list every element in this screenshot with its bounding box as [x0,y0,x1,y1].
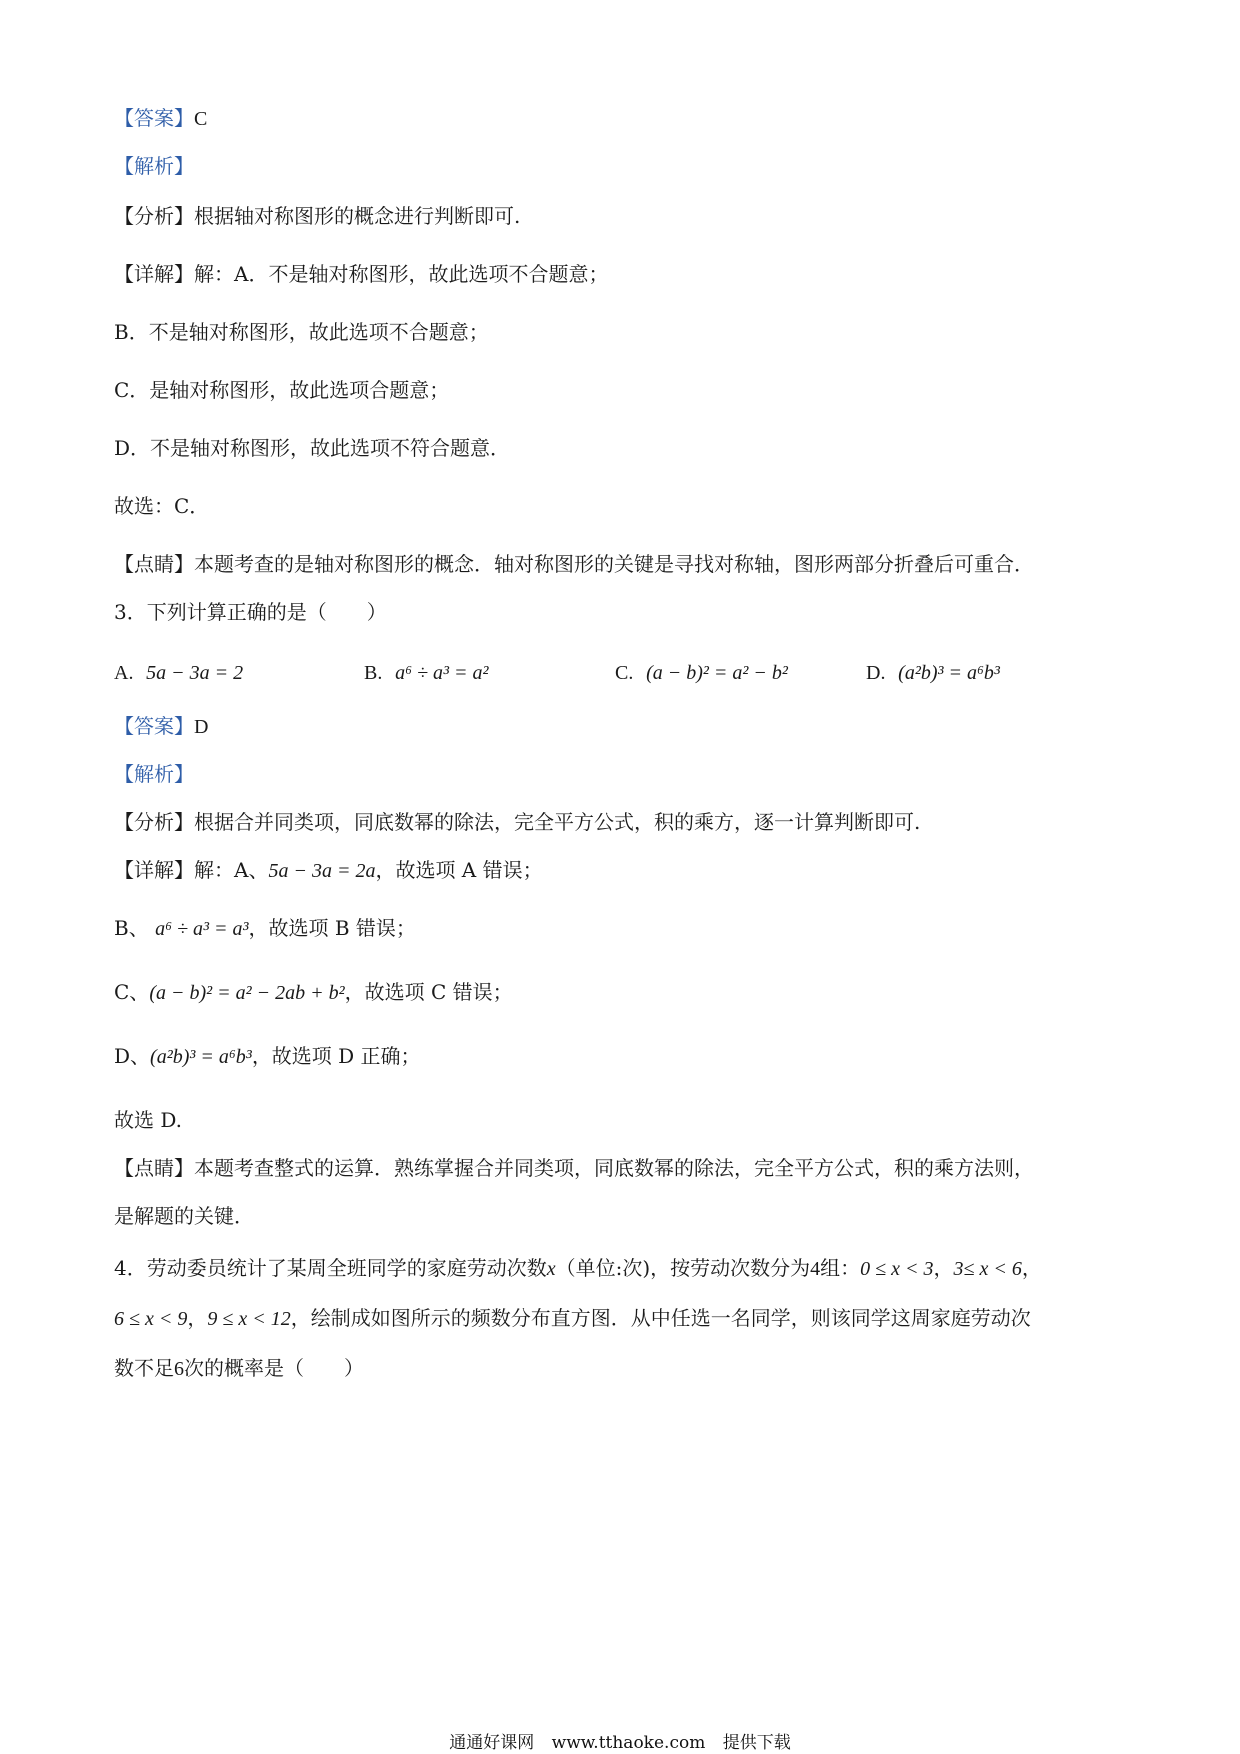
xiangjie-text: 解：A．不是轴对称图形，故此选项不合题意； [194,262,609,286]
b-prefix: B、 [114,916,149,940]
q2-dianjing-line [114,550,1034,578]
q4-sep-2: ， [1021,1256,1042,1280]
c-prefix: C、 [114,980,150,1004]
fenxi-text: 根据轴对称图形的概念进行判断即可. [194,204,521,228]
answer-tag: 【答案】 [114,106,194,130]
q2-choose: 故选：C． [114,494,210,518]
q3-analysis-heading [114,760,194,788]
q3-option-d [866,658,1000,687]
q3-option-a [114,658,243,687]
q3-fenxi-line [114,808,920,836]
q4-text-a: 4．劳动委员统计了某周全班同学的家庭劳动次数 [114,1256,547,1280]
q4-line-2 [114,1304,1031,1333]
option-expr: (a²b)³ = a⁶b³ [898,662,1000,684]
q2-fenxi-line [114,202,520,230]
option-label: D. [866,662,886,684]
option-expr: a⁶ ÷ a³ = a² [395,662,489,684]
d-prefix: D、 [114,1044,151,1068]
q3-dianjing-line-2: 是解题的关键． [114,1204,254,1228]
q4-line-3 [114,1354,364,1383]
option-label: B. [364,662,383,684]
q3-choose: 故选 D. [114,1108,183,1132]
q3-option-c [615,658,788,687]
option-expr: 5a − 3a = 2 [146,662,244,684]
q4-text-3b: 次的概率是（ ） [184,1356,364,1380]
q3-line-c [114,978,513,1007]
q2-line-b: B．不是轴对称图形，故此选项不合题意； [114,320,489,344]
analysis-tag: 【解析】 [114,762,194,786]
q3-question: 3．下列计算正确的是（ ） [114,600,387,624]
q4-range-4: 9 ≤ x < 12 [207,1308,291,1330]
xiangjie-tag: 【详解】 [114,262,194,286]
q4-line-1 [114,1254,1042,1283]
q4-text-b: （单位:次)，按劳动次数分为 [555,1256,811,1280]
d-expr: (a²b)³ = a⁶b³ [150,1046,252,1068]
footer-site-name: 通通好课网 [449,1733,535,1753]
q4-threshold: 6 [174,1358,184,1380]
answer-value: C [194,108,208,130]
analysis-tag: 【解析】 [114,154,194,178]
fenxi-text: 根据合并同类项，同底数幂的除法，完全平方公式，积的乘方，逐一计算判断即可. [194,810,921,834]
dianjing-tag: 【点睛】 [114,1156,194,1180]
d-suffix: ，故选项 D 正确； [251,1044,421,1068]
footer-url[interactable]: www.tthaoke.com [551,1733,706,1753]
footer-action: 提供下载 [722,1733,791,1753]
q2-xiangjie-line [114,260,608,288]
xiangjie-tag: 【详解】 [114,858,194,882]
dianjing-text: 本题考查的是轴对称图形的概念．轴对称图形的关键是寻找对称轴，图形两部分折叠后可重合． [194,552,1034,576]
q2-line-c: C．是轴对称图形，故此选项合题意； [114,378,450,402]
answer-value: D [194,716,209,738]
q4-sep-3: ， [187,1306,208,1330]
c-suffix: ，故选项 C 错误； [344,980,513,1004]
answer-tag: 【答案】 [114,714,194,738]
q3-answer-line [114,712,208,741]
q2-answer-line [114,104,207,133]
q2-analysis-heading [114,152,194,180]
q3-xiangjie-line [114,856,543,885]
b-expr: a⁶ ÷ a³ = a³ [155,918,249,940]
q4-var-x: x [546,1258,556,1280]
xiangjie-suffix: ，故选项 A 错误； [375,858,543,882]
option-expr: (a − b)² = a² − b² [646,662,788,684]
q4-range-3: 6 ≤ x < 9 [114,1308,188,1330]
q3-line-b [114,914,416,943]
q4-range-1: 0 ≤ x < 3 [860,1258,934,1280]
q3-dianjing-line [114,1154,1034,1182]
dianjing-tag: 【点睛】 [114,552,194,576]
q2-line-d: D．不是轴对称图形，故此选项不符合题意． [114,436,511,460]
xiangjie-expr: 5a − 3a = 2a [268,860,376,882]
q3-option-b [364,658,488,687]
option-label: C. [615,662,634,684]
xiangjie-prefix: 解：A、 [194,858,269,882]
option-label: A. [114,662,134,684]
q4-text-c: 组： [820,1256,861,1280]
q4-text-3a: 数不足 [114,1356,174,1380]
q4-sep-1: ， [933,1256,954,1280]
q3-line-d [114,1042,421,1071]
q4-range-2: 3≤ x < 6 [953,1258,1022,1280]
q4-group-count: 4 [810,1258,821,1280]
dianjing-text: 本题考查整式的运算．熟练掌握合并同类项，同底数幂的除法，完全平方公式，积的乘方法则， [194,1156,1034,1180]
q4-text-2: ，绘制成如图所示的频数分布直方图．从中任选一名同学，则该同学这周家庭劳动次 [290,1306,1031,1330]
b-suffix: ，故选项 B 错误； [248,916,416,940]
fenxi-tag: 【分析】 [114,204,194,228]
fenxi-tag: 【分析】 [114,810,194,834]
page-footer [0,1728,1240,1753]
c-expr: (a − b)² = a² − 2ab + b² [149,982,345,1004]
